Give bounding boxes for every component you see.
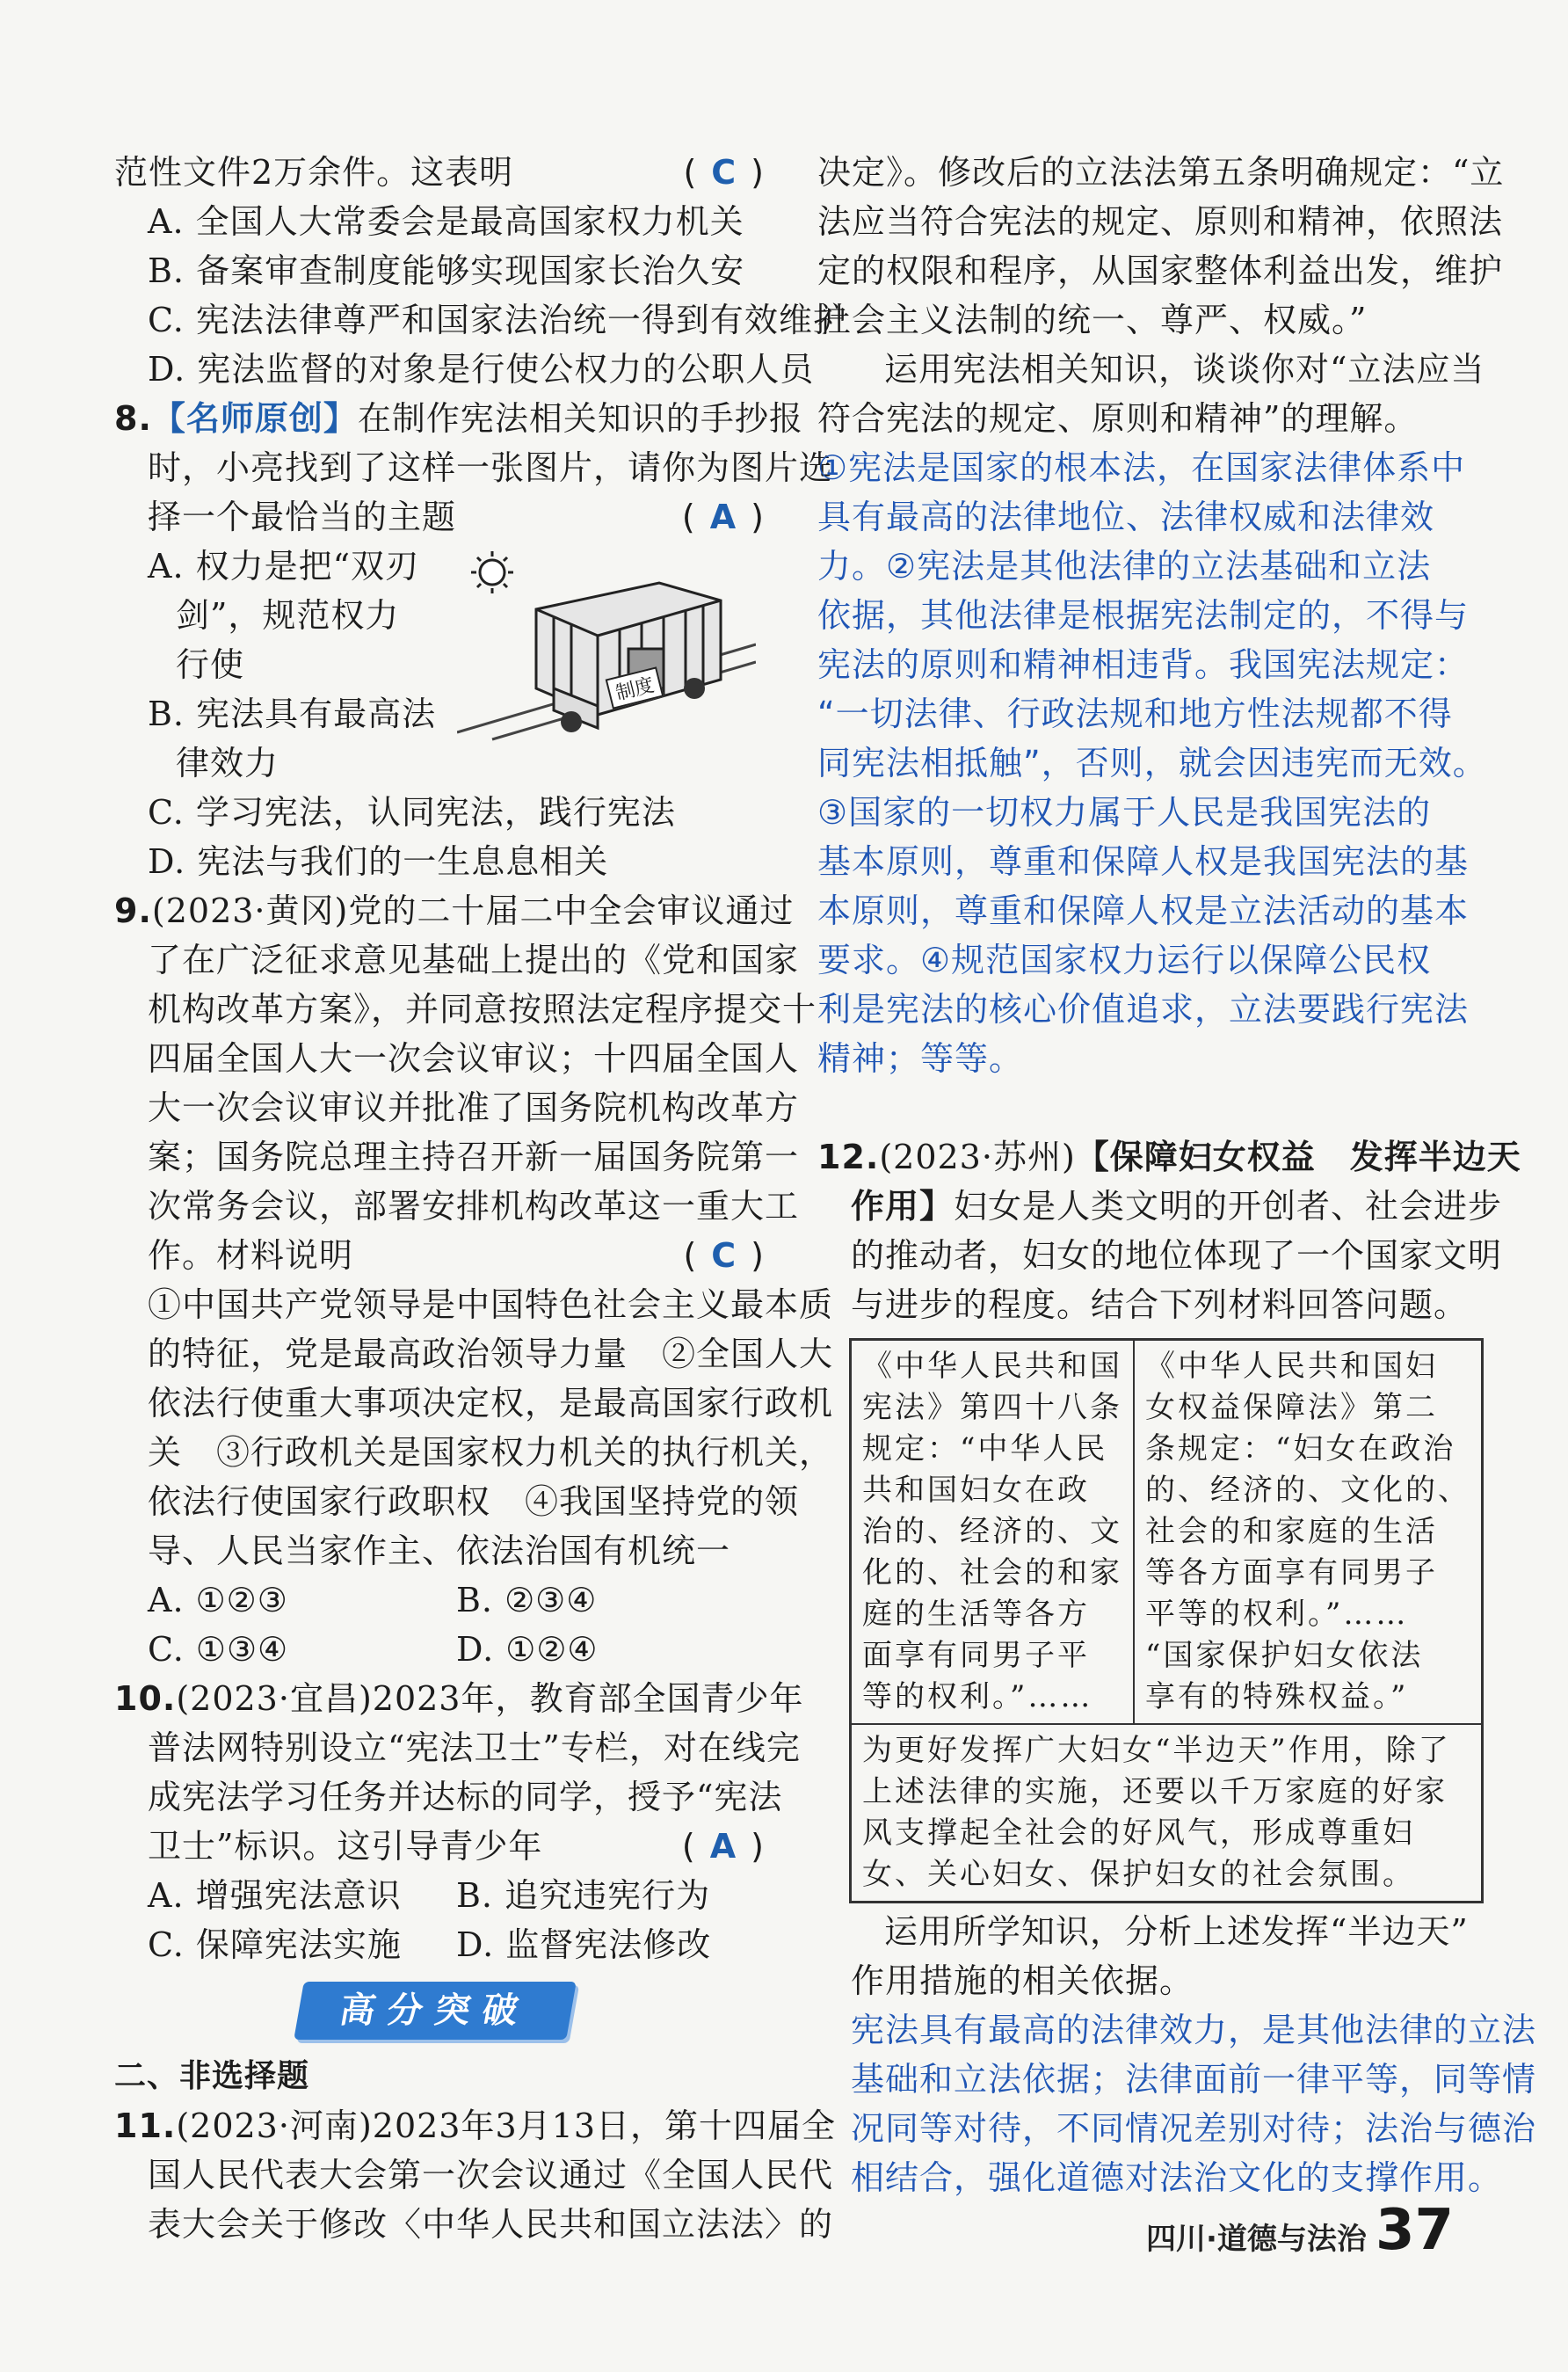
q11-answer-line-3: 力。②宪法是其他法律的立法基础和立法 <box>817 547 1432 586</box>
q11-answer-line-5: 宪法的原则和精神相违背。我国宪法规定： <box>817 645 1470 684</box>
q9-stem-line-3: 机构改革方案》，并同意按照法定程序提交十 <box>148 990 817 1029</box>
q11-cont-line-3: 定的权限和程序，从国家整体利益出发，维护 <box>817 251 1504 290</box>
q9-number: 9. <box>114 891 152 930</box>
material-women-rights-law: 《中华人民共和国妇 女权益保障法》第二 条规定：“妇女在政治 的、经济的、文化的、 社会的和家庭的生活 等各方面享有同男子 平等的权利。”…… “国家保护妇女依法 享有的特殊权益。” <box>1134 1340 1483 1725</box>
q10-options-row-2 <box>114 1920 765 1969</box>
q9-options-row-2 <box>114 1625 765 1674</box>
q11-cont-line-2: 法应当符合宪法的规定、原则和精神，依照法 <box>817 202 1504 241</box>
q12-stem-line-4: 与进步的程度。结合下列材料回答问题。 <box>851 1285 1469 1324</box>
q9-statement-line-6: 导、人民当家作主、依法治国有机统一 <box>148 1532 731 1570</box>
q9-answer: C <box>711 1236 737 1275</box>
q9-options-row-1 <box>114 1575 765 1625</box>
q12-source: (2023·苏州) <box>879 1138 1076 1176</box>
q9-option-b: B. ②③④ <box>456 1581 598 1619</box>
material-family-tradition: 为更好发挥广大妇女“半边天”作用，除了 上述法律的实施，还要以千万家庭的好家 风支撑起全社会的好风气，形成尊重妇 女、关心妇女、保护妇女的社会氛围。 <box>851 1724 1483 1903</box>
q11-answer-line-4: 依据，其他法律是根据宪法制定的，不得与 <box>817 596 1470 635</box>
q12-material-table <box>849 1338 1484 1903</box>
q8-tag: 【名师原创】 <box>151 399 358 438</box>
q8-option-a-line-2: 剑”，规范权力 <box>176 596 400 635</box>
q8-option-c: C. 学习宪法，认同宪法，践行宪法 <box>148 793 676 832</box>
q9-answer-bracket: ( C ) <box>683 1236 765 1275</box>
q11-task-line-2: 符合宪法的规定、原则和精神”的理解。 <box>817 399 1419 438</box>
q8-option-b-line-1: B. 宪法具有最高法 <box>148 695 437 733</box>
q9-stem-line-2: 了在广泛征求意见基础上提出的《党和国家 <box>148 941 800 979</box>
q10-stem-line-3: 成宪法学习任务并达标的同学，授予“宪法 <box>148 1778 783 1816</box>
q10-stem-line-4: 卫士”标识。这引导青少年 ( A ) <box>114 1822 765 1871</box>
q9-option-d: D. ①②④ <box>456 1630 599 1669</box>
q11-number: 11. <box>114 2106 177 2145</box>
q9-statement-line-5: 依法行使国家行政职权 ④我国坚持党的领 <box>148 1482 800 1521</box>
q11-task-line-1: 运用宪法相关知识，谈谈你对“立法应当 <box>884 350 1485 389</box>
sun-icon <box>471 551 513 593</box>
q9-stem-line-6: 案；国务院总理主持召开新一届国务院第一 <box>148 1138 800 1176</box>
q12-answer-line-4: 相结合，强化道德对法治文化的支撑作用。 <box>851 2158 1503 2197</box>
q8-number: 8. <box>114 399 152 438</box>
q7-answer: C <box>711 153 737 192</box>
q11-stem-line-3: 表大会关于修改〈中华人民共和国立法法〉的 <box>148 2205 834 2244</box>
q9-stem-line-8: 作。材料说明 ( C ) <box>114 1231 765 1280</box>
power-cage-illustration <box>457 548 756 741</box>
q12-task-line-2: 作用措施的相关依据。 <box>851 1961 1194 2000</box>
q12-stem-line-3: 的推动者，妇女的地位体现了一个国家文明 <box>851 1236 1503 1275</box>
q10-answer-bracket: ( A ) <box>681 1827 765 1866</box>
q9-option-c: C. ①③④ <box>148 1630 289 1669</box>
q11-answer-line-10: 本原则，尊重和保障人权是立法活动的基本 <box>817 891 1470 930</box>
q9-stem-line-7: 次常务会议，部署安排机构改革这一重大工 <box>148 1187 800 1226</box>
cage-label: 制度 <box>606 666 664 709</box>
q8-stem-line-1: 8.【名师原创】在制作宪法相关知识的手抄报 <box>114 399 803 438</box>
q10-number: 10. <box>114 1679 177 1718</box>
q12-tag-2: 作用】 <box>851 1187 955 1226</box>
q9-statement-line-3: 依法行使重大事项决定权，是最高国家行政机 <box>148 1384 834 1422</box>
q8-answer-bracket: ( A ) <box>681 498 765 536</box>
q7-answer-bracket: ( C ) <box>683 153 765 192</box>
q11-answer-line-1: ①宪法是国家的根本法，在国家法律体系中 <box>817 448 1466 487</box>
q12-answer-line-1: 宪法具有最高的法律效力，是其他法律的立法 <box>851 2011 1537 2049</box>
q11-stem-line-1: 11.(2023·河南)2023年3月13日，第十四届全 <box>114 2106 837 2145</box>
q9-statement-line-2: 的特征，党是最高政治领导力量 ②全国人大 <box>148 1335 834 1373</box>
q8-option-a-line-1: A. 权力是把“双刃 <box>148 547 420 586</box>
q11-answer-line-13: 精神；等等。 <box>817 1039 1024 1078</box>
q8-option-a-line-3: 行使 <box>176 645 245 684</box>
q10-option-a: A. 增强宪法意识 <box>148 1876 402 1915</box>
q11-answer-line-9: 基本原则，尊重和保障人权是我国宪法的基 <box>817 842 1470 881</box>
q11-cont-line-4: 社会主义法制的统一、尊严、权威。” <box>817 301 1368 339</box>
high-score-banner: 高分突破 <box>294 1982 577 2040</box>
q9-option-a: A. ①②③ <box>148 1581 288 1619</box>
q10-options-row-1 <box>114 1871 765 1920</box>
q7-option-d: D. 宪法监督的对象是行使公权力的公职人员 <box>148 350 815 389</box>
q7-tail: 范性文件2万余件。这表明 ( C ) <box>114 148 765 197</box>
page-number: 37 <box>1375 2198 1454 2263</box>
left-column <box>114 148 847 2249</box>
q11-answer-line-11: 要求。④规范国家权力运行以保障公民权 <box>817 941 1432 979</box>
material-row-bottom <box>851 1724 1483 1903</box>
q11-cont-line-1: 决定》。修改后的立法法第五条明确规定：“立 <box>817 153 1505 192</box>
q8-answer: A <box>709 498 737 536</box>
q10-answer: A <box>709 1827 737 1866</box>
q8-stem-line-3: 择一个最恰当的主题 ( A ) <box>114 492 765 542</box>
q11-stem-line-2: 国人民代表大会第一次会议通过《全国人民代 <box>148 2156 834 2194</box>
q8-option-d: D. 宪法与我们的一生息息相关 <box>148 842 609 881</box>
q11-answer-line-2: 具有最高的法律地位、法律权威和法律效 <box>817 498 1435 536</box>
q10-option-d: D. 监督宪法修改 <box>456 1925 712 1964</box>
q9-statement-line-1: ①中国共产党领导是中国特色社会主义最本质 <box>148 1285 834 1324</box>
cage <box>536 583 721 728</box>
q10-stem-line-2: 普法网特别设立“宪法卫士”专栏，对在线完 <box>148 1728 801 1767</box>
section-heading: 二、非选择题 <box>114 2058 310 2094</box>
q11-answer-line-12: 利是宪法的核心价值追求，立法要践行宪法 <box>817 990 1470 1029</box>
q8-stem-line-2: 时，小亮找到了这样一张图片，请你为图片选 <box>148 448 834 487</box>
q7-option-a: A. 全国人大常委会是最高国家权力机关 <box>148 202 744 241</box>
q12-task-line-1: 运用所学知识，分析上述发挥“半边天” <box>884 1912 1469 1951</box>
q11-answer-line-8: ③国家的一切权力属于人民是我国宪法的 <box>817 793 1432 832</box>
q11-answer-line-7: 同宪法相抵触”，否则，就会因违宪而无效。 <box>817 744 1487 782</box>
q9-statement-line-4: 关 ③行政机关是国家权力机关的执行机关， <box>148 1433 834 1472</box>
q10-option-c: C. 保障宪法实施 <box>148 1925 402 1964</box>
q12-stem-line-1 <box>817 1132 1521 1182</box>
page-footer <box>1146 2198 1454 2263</box>
cage-drawing <box>457 548 756 741</box>
q9-stem-line-4: 四届全国人大一次会议审议；十四届全国人 <box>148 1039 800 1078</box>
q7-option-c: C. 宪法法律尊严和国家法治统一得到有效维护 <box>148 301 847 339</box>
q8-option-b-line-2: 律效力 <box>176 744 279 782</box>
right-column <box>817 148 1537 2202</box>
q10-option-b: B. 追究违宪行为 <box>456 1876 711 1915</box>
q12-stem-line-2: 作用】妇女是人类文明的开创者、社会进步 <box>851 1187 1503 1226</box>
material-row-laws <box>851 1340 1483 1725</box>
q12-answer-line-2: 基础和立法依据；法律面前一律平等，同等情 <box>851 2060 1537 2099</box>
q12-answer-line-3: 况同等对待，不同情况差别对待；法治与德治 <box>851 2109 1537 2148</box>
q11-answer-line-6: “一切法律、行政法规和地方性法规都不得 <box>817 695 1453 733</box>
spacer <box>817 1083 1459 1132</box>
q12-number: 12. <box>817 1138 880 1176</box>
q9-stem-line-1: 9.(2023·黄冈)党的二十届二中全会审议通过 <box>114 891 795 930</box>
footer-subject: 四川·道德与法治 <box>1146 2222 1367 2257</box>
q12-tag-1: 【保障妇女权益 发挥半边天 <box>1075 1138 1521 1176</box>
q10-stem-line-1: 10.(2023·宜昌)2023年，教育部全国青少年 <box>114 1679 804 1718</box>
q7-option-b: B. 备案审查制度能够实现国家长治久安 <box>148 251 745 290</box>
material-constitution: 《中华人民共和国 宪法》第四十八条 规定：“中华人民 共和国妇女在政 治的、经济的、文 化的、社会的和家 庭的生活等各方 面享有同男子平 等的权利。”…… <box>851 1340 1135 1725</box>
q9-stem-line-5: 大一次会议审议并批准了国务院机构改革方 <box>148 1088 800 1127</box>
